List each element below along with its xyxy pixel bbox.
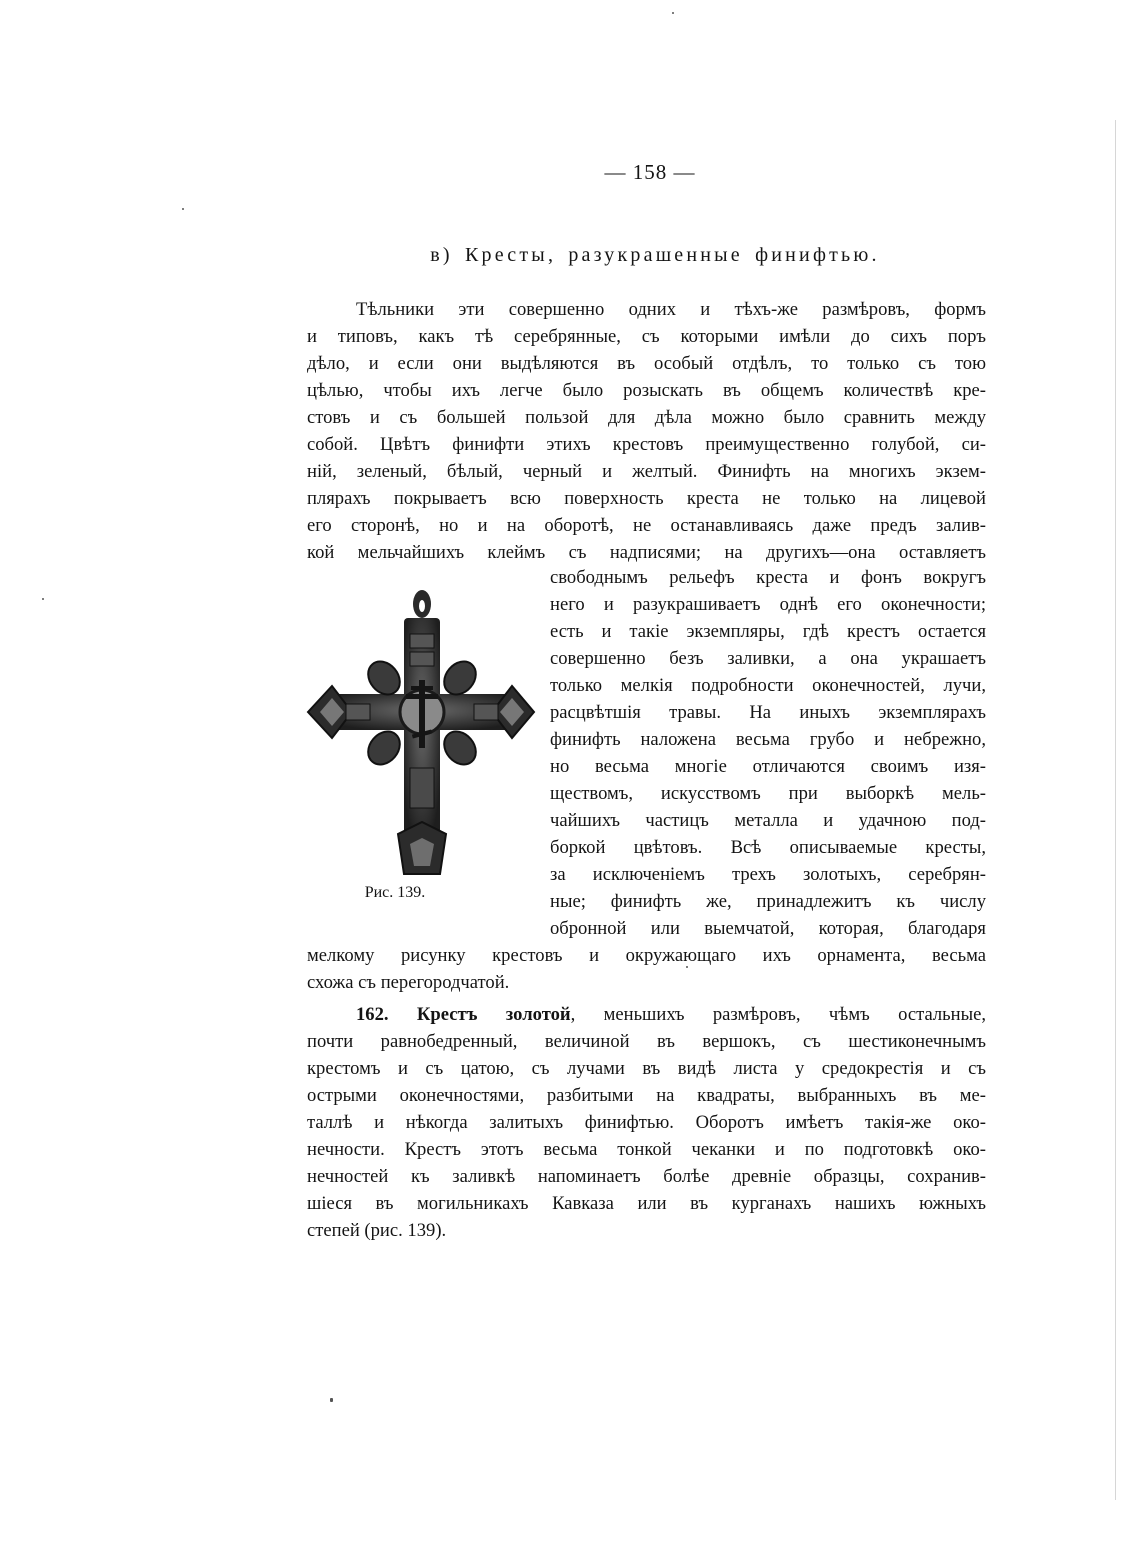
- cross-ray-leaf: [438, 725, 483, 771]
- entry-line: таллѣ и нѣкогда залитыхъ финифтью. Оборотъ имѣетъ такія-же око-: [307, 1112, 986, 1133]
- cross-inscription-panel: [346, 704, 370, 720]
- paragraph-line: собой. Цвѣтъ финифти этихъ крестовъ преимущественно голубой, си-: [307, 434, 986, 455]
- cross-ray-leaf: [362, 725, 407, 771]
- entry-number: 162.: [356, 1004, 389, 1025]
- page-edge: [1115, 120, 1116, 1500]
- paragraph-line: цѣлью, чтобы ихъ легче было розыскать въ общемъ количествѣ кре-: [307, 380, 986, 401]
- paragraph-wrap-line: чайшихъ частицъ металла и удачною под-: [550, 810, 986, 831]
- paragraph-wrap-line: обронной или выемчатой, которая, благодаря: [550, 918, 986, 939]
- scan-speck: [182, 208, 184, 210]
- cross-inscription-panel: [474, 704, 498, 720]
- paragraph-wrap-line: боркой цвѣтовъ. Всѣ описываемые кресты,: [550, 837, 986, 858]
- cross-inscription-panel: [410, 768, 434, 808]
- entry-line: нечностей къ заливкѣ напоминаетъ болѣе древніе образцы, сохранив-: [307, 1166, 986, 1187]
- entry-line: нечности. Крестъ этотъ весьма тонкой чеканки и по подготовкѣ око-: [307, 1139, 986, 1160]
- entry-first-line-rest: , меньшихъ размѣровъ, чѣмъ остальные,: [570, 1004, 986, 1025]
- cross-inner-figure: [419, 680, 425, 748]
- ornate-cross-image: [302, 582, 538, 882]
- paragraph-wrap-line: но весьма многіе отличаются своимъ изя-: [550, 756, 986, 777]
- paragraph-wrap-line: свободнымъ рельефъ креста и фонъ вокругъ: [550, 567, 986, 588]
- section-heading: в) Кресты, разукрашенные финифтью.: [430, 244, 880, 266]
- paragraph-line: дѣло, и если они выдѣляются въ особый отдѣлъ, то только съ тою: [307, 353, 986, 374]
- paragraph-line: ній, зеленый, бѣлый, черный и желтый. Финифть на многихъ экзем-: [307, 461, 986, 482]
- paragraph-wrap-line: за исключеніемъ трехъ золотыхъ, серебрян-: [550, 864, 986, 885]
- entry-162-heading-line: [356, 1001, 986, 1028]
- cross-inner-bar: [406, 694, 438, 699]
- paragraph-wrap-line: финифть наложена весьма грубо и небрежно,: [550, 729, 986, 750]
- entry-line: крестомъ и съ цатою, съ лучами въ видѣ листа у средокрестія и съ: [307, 1058, 986, 1079]
- paragraph-line: его сторонѣ, но и на оборотѣ, не останавливаясь даже предъ залив-: [307, 515, 986, 536]
- entry-line: острыми оконечностями, разбитыми на квадраты, выбранныхъ въ ме-: [307, 1085, 986, 1106]
- entry-line: почти равнобедренный, величиной въ вершокъ, съ шестиконечнымъ: [307, 1031, 986, 1052]
- cross-svg: [302, 582, 538, 882]
- cross-inner-bar: [411, 686, 433, 690]
- paragraph-line: Тѣльники эти совершенно одних и тѣхъ-же размѣровъ, формъ: [356, 299, 986, 320]
- paragraph-wrap-line: только мелкія подробности оконечностей, лучи,: [550, 675, 986, 696]
- paragraph-line: стовъ и съ большей пользой для дѣла можно было сравнить между: [307, 407, 986, 428]
- entry-title: Крестъ золотой: [416, 1004, 571, 1025]
- cross-ray-leaf: [438, 655, 483, 701]
- cross-ray-leaf: [362, 655, 407, 701]
- paragraph-line: схожа съ перегородчатой.: [307, 972, 510, 993]
- entry-line: степей (рис. 139).: [307, 1220, 447, 1241]
- scan-speck: [330, 1398, 333, 1402]
- paragraph-wrap-line: расцвѣтшія травы. На иныхъ экземплярахъ: [550, 702, 986, 723]
- entry-line: шіеся въ могильникахъ Кавказа или въ курганахъ нашихъ южныхъ: [307, 1193, 986, 1214]
- scan-speck: [42, 598, 44, 600]
- cross-inscription-panel: [410, 652, 434, 666]
- cross-loop-hole: [419, 600, 425, 612]
- page-number: — 158 —: [604, 160, 696, 184]
- paragraph-line: плярахъ покрываетъ всю поверхность креста не только на лицевой: [307, 488, 986, 509]
- scan-speck: [672, 12, 674, 14]
- cross-bottom-inlay: [410, 838, 434, 866]
- paragraph-line: кой мельчайшихъ клеймъ съ надписями; на другихъ—она оставляетъ: [307, 542, 986, 563]
- paragraph-wrap-line: ные; финифть же, принадлежитъ къ числу: [550, 891, 986, 912]
- figure-caption: Рис. 139.: [364, 884, 426, 901]
- paragraph-wrap-line: совершенно безъ заливки, а она украшаетъ: [550, 648, 986, 669]
- paragraph-wrap-line: ществомъ, искусствомъ при выборкѣ мель-: [550, 783, 986, 804]
- paragraph-line: и типовъ, какъ тѣ серебрянные, съ которыми имѣли до сихъ поръ: [307, 326, 986, 347]
- paragraph-wrap-line: него и разукрашиваетъ однѣ его оконечности;: [550, 594, 986, 615]
- paragraph-line: мелкому рисунку крестовъ и окружающаго ихъ орнамента, весьма: [307, 945, 986, 966]
- paragraph-wrap-line: есть и такіе экземпляры, гдѣ крестъ остается: [550, 621, 986, 642]
- cross-inscription-panel: [410, 634, 434, 648]
